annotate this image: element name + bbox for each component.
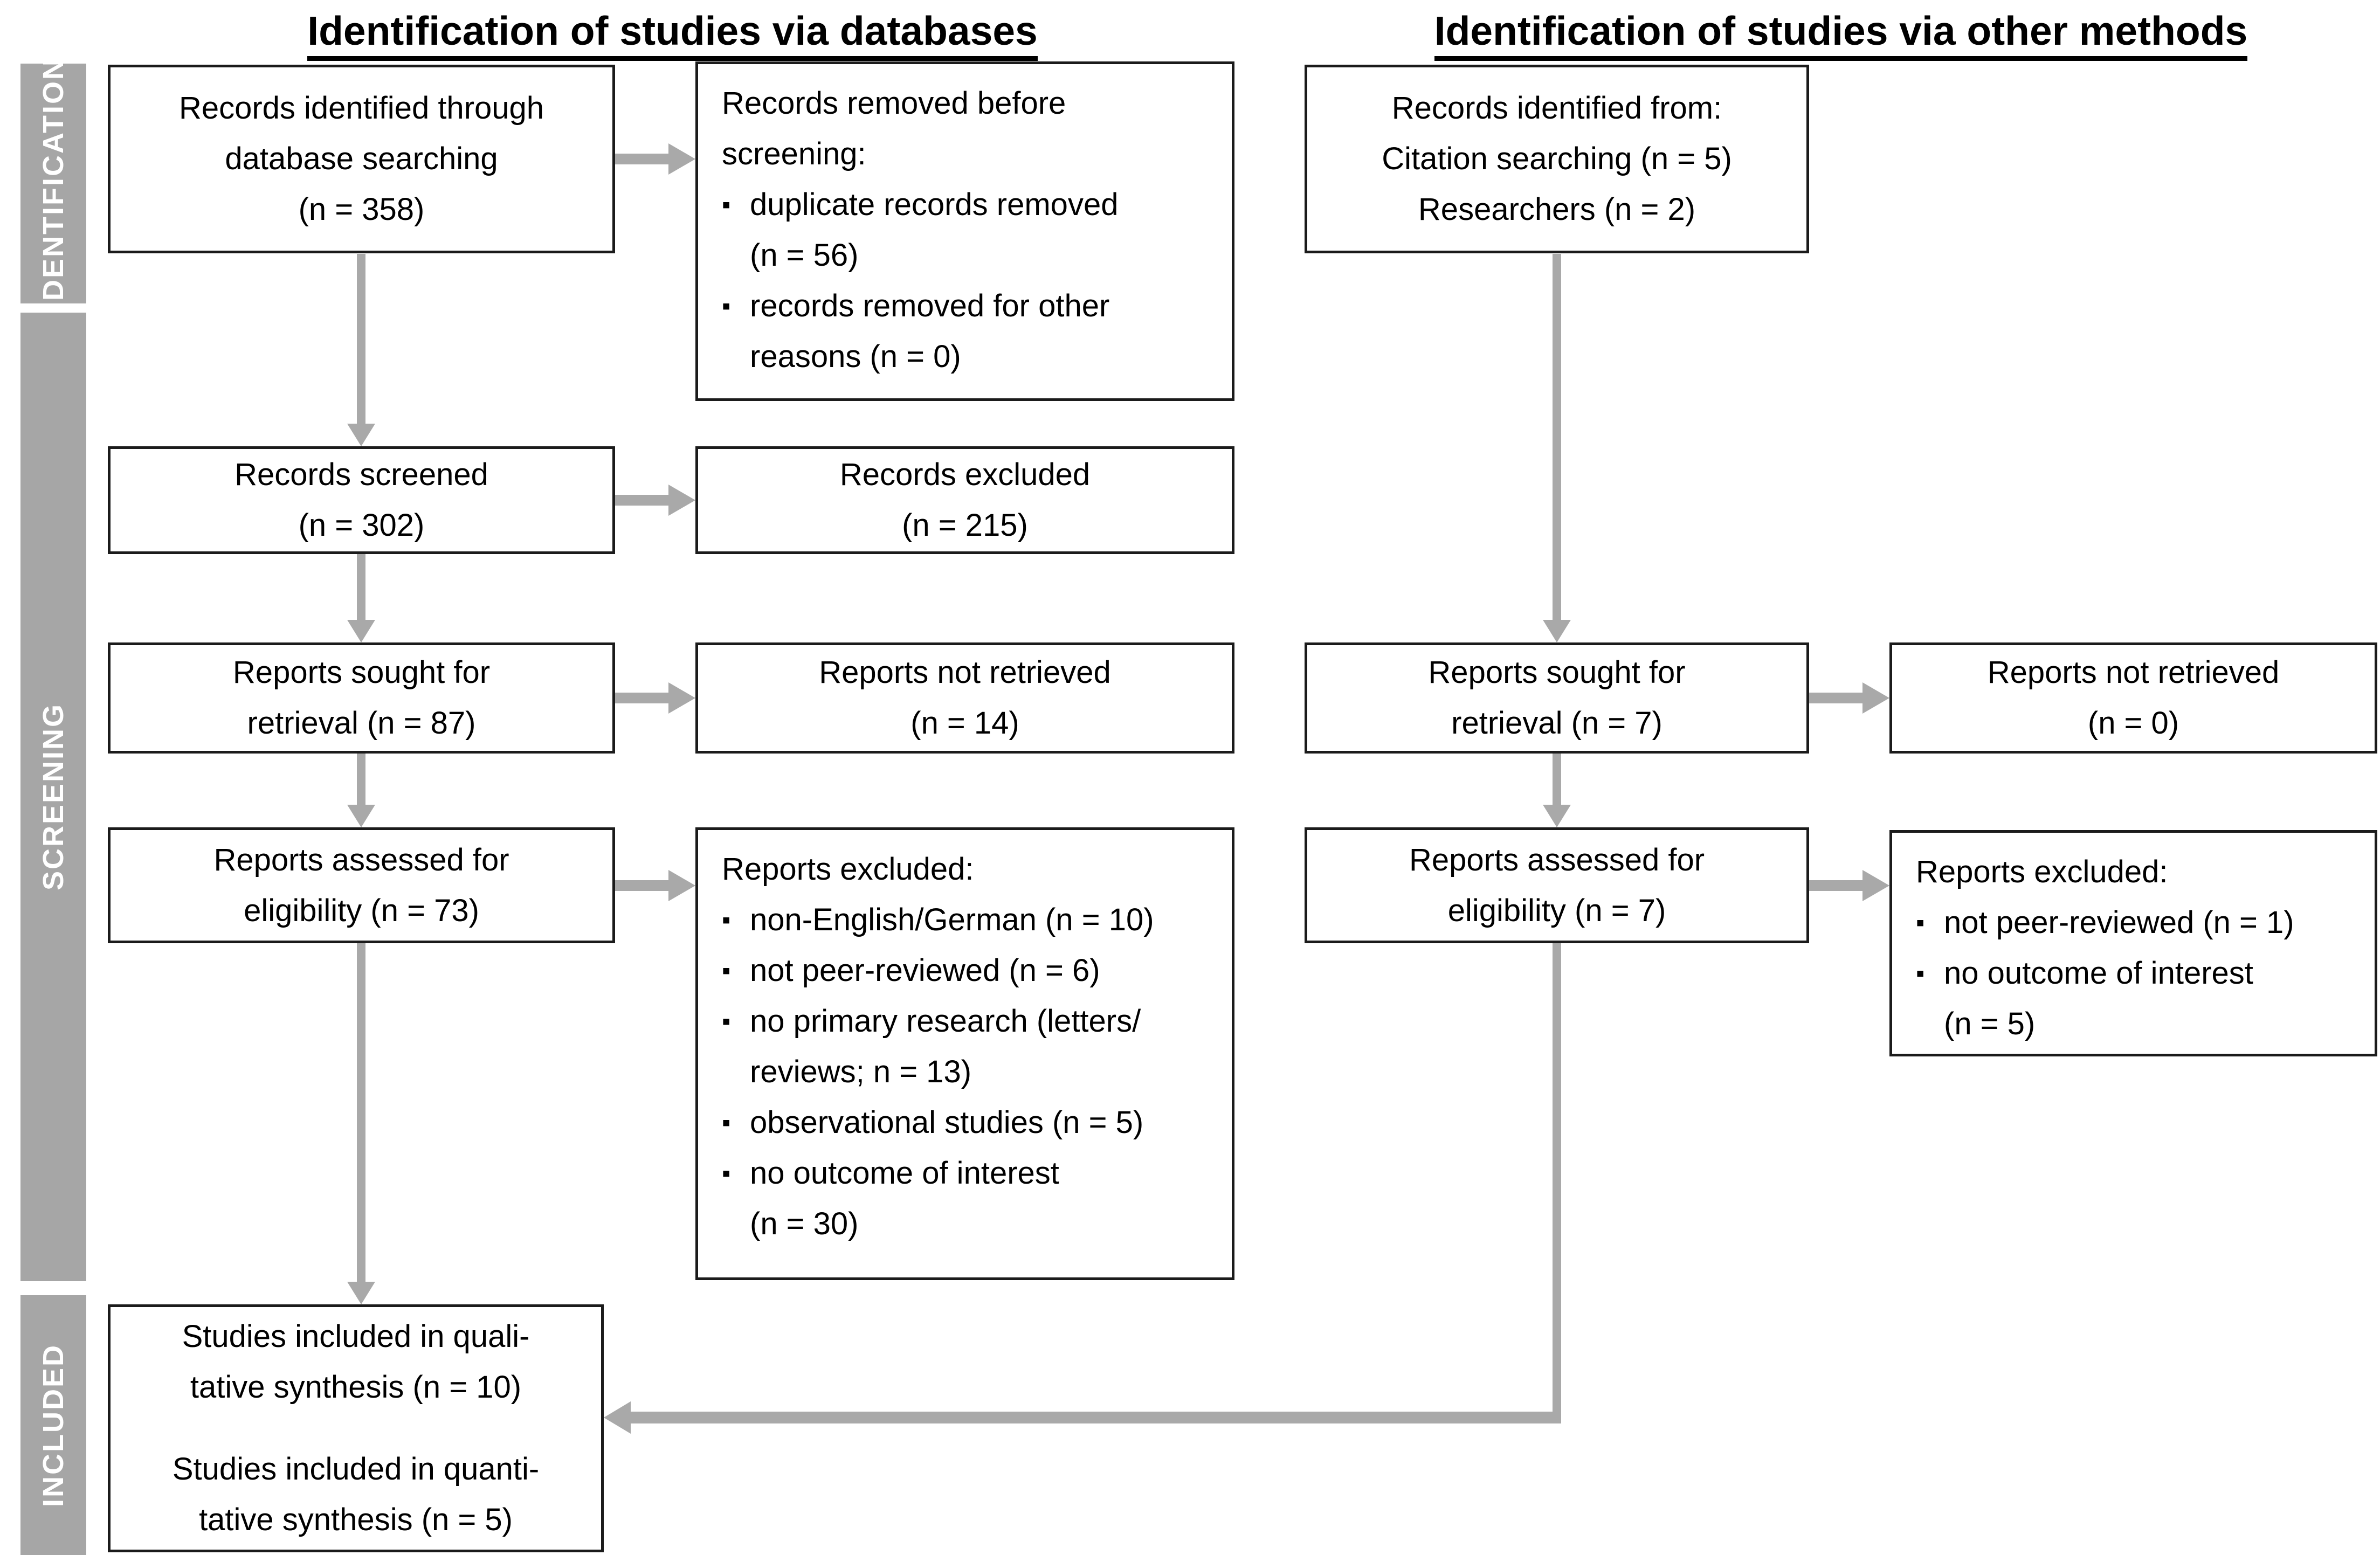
list-item — [722, 1148, 1216, 1249]
box-line: (n = 358) — [298, 191, 425, 227]
column-title-databases-text: Identification of studies via databases — [307, 8, 1038, 61]
box-line: tative synthesis (n = 5) — [199, 1502, 513, 1537]
box-line: retrieval (n = 87) — [247, 706, 476, 741]
phase-band-identification — [20, 57, 86, 310]
box-line: Studies included in quanti- — [172, 1452, 540, 1487]
box-line: Records excluded — [839, 457, 1091, 493]
bullet-line: records removed for other — [750, 288, 1110, 323]
box-line: eligibility (n = 7) — [1447, 893, 1666, 928]
bullet-icon: ▪ — [722, 956, 731, 984]
box-line: eligibility (n = 73) — [244, 893, 479, 928]
box-reports-not-retrieved-other — [1889, 642, 2377, 754]
bullet-line: not peer-reviewed (n = 6) — [750, 952, 1100, 988]
box-line: Citation searching (n = 5) — [1382, 141, 1732, 177]
box-line: (n = 302) — [298, 508, 425, 543]
box-studies-included — [108, 1304, 604, 1552]
box-line: Records identified through — [178, 91, 544, 126]
column-title-other-methods — [1305, 8, 2377, 61]
bullet-icon: ▪ — [1916, 908, 1925, 936]
bullet-line: (n = 30) — [750, 1206, 859, 1241]
phase-band-screening — [20, 313, 86, 1281]
phase-band-included — [20, 1295, 86, 1555]
box-line: (n = 0) — [2087, 706, 2179, 741]
box-line: Researchers (n = 2) — [1418, 191, 1696, 227]
box-line: (n = 14) — [910, 706, 1019, 741]
box-records-excluded — [695, 446, 1234, 554]
bullet-line: no outcome of interest — [750, 1155, 1059, 1191]
box-line: (n = 215) — [902, 508, 1028, 543]
bullet-icon: ▪ — [722, 905, 731, 934]
bullet-icon: ▪ — [722, 190, 731, 218]
bullet-icon: ▪ — [722, 1108, 731, 1136]
bullet-icon: ▪ — [722, 291, 731, 320]
list-item — [1916, 948, 2358, 1049]
bullet-icon: ▪ — [722, 1006, 731, 1035]
box-reports-assessed-other — [1305, 827, 1809, 943]
box-records-identified-databases — [108, 65, 615, 253]
list-item — [722, 996, 1216, 1097]
box-line: Studies included in quali- — [182, 1319, 530, 1354]
box-records-identified-other — [1305, 65, 1809, 253]
box-line: database searching — [225, 141, 498, 177]
bullet-line: no primary research (letters/ — [750, 1003, 1141, 1039]
phase-label-included: INCLUDED — [37, 1343, 70, 1507]
box-line: Reports excluded: — [1916, 854, 2168, 889]
bullet-line: (n = 56) — [750, 237, 859, 273]
box-reports-assessed-databases — [108, 827, 615, 943]
bullet-line: reasons (n = 0) — [750, 338, 961, 374]
list-item — [1916, 897, 2358, 948]
box-reports-excluded-other — [1889, 830, 2377, 1056]
bullet-line: non-English/German (n = 10) — [750, 902, 1154, 937]
box-records-screened — [108, 446, 615, 554]
box-reports-sought-databases — [108, 642, 615, 754]
box-line: Records identified from: — [1391, 91, 1722, 126]
bullet-line: duplicate records removed — [750, 186, 1119, 222]
bullet-icon: ▪ — [1916, 958, 1925, 987]
box-line: screening: — [722, 136, 866, 171]
list-item — [722, 1097, 1216, 1148]
box-reports-not-retrieved-databases — [695, 642, 1234, 754]
box-line: Reports assessed for — [1409, 842, 1705, 877]
column-title-databases — [111, 8, 1234, 61]
bullet-icon: ▪ — [722, 1158, 731, 1187]
phase-label-identification: IDENTIFICATION — [37, 57, 70, 310]
box-records-removed-before-screening — [695, 61, 1234, 401]
box-line: Reports not retrieved — [819, 655, 1111, 690]
box-line: Records screened — [234, 457, 488, 493]
box-reports-sought-other — [1305, 642, 1809, 754]
bullet-line: no outcome of interest — [1944, 955, 2253, 991]
box-reports-excluded-databases — [695, 827, 1234, 1280]
box-line: Reports sought for — [1428, 655, 1686, 690]
list-item — [722, 179, 1216, 281]
bullet-line: observational studies (n = 5) — [750, 1104, 1144, 1140]
bullet-line: reviews; n = 13) — [750, 1054, 972, 1089]
box-line: Reports sought for — [232, 655, 491, 690]
bullet-line: not peer-reviewed (n = 1) — [1944, 904, 2294, 940]
list-item — [722, 945, 1216, 996]
box-line: Reports excluded: — [722, 852, 974, 887]
box-line: Reports assessed for — [213, 842, 509, 877]
box-line: retrieval (n = 7) — [1451, 706, 1662, 741]
box-line: tative synthesis (n = 10) — [190, 1370, 522, 1405]
box-line: Reports not retrieved — [1987, 655, 2280, 690]
list-item — [722, 895, 1216, 945]
bullet-line: (n = 5) — [1944, 1006, 2036, 1041]
box-line: Records removed before — [722, 86, 1066, 121]
column-title-other-methods-text: Identification of studies via other methods — [1434, 8, 2248, 61]
phase-label-screening: SCREENING — [37, 703, 70, 891]
list-item — [722, 281, 1216, 382]
